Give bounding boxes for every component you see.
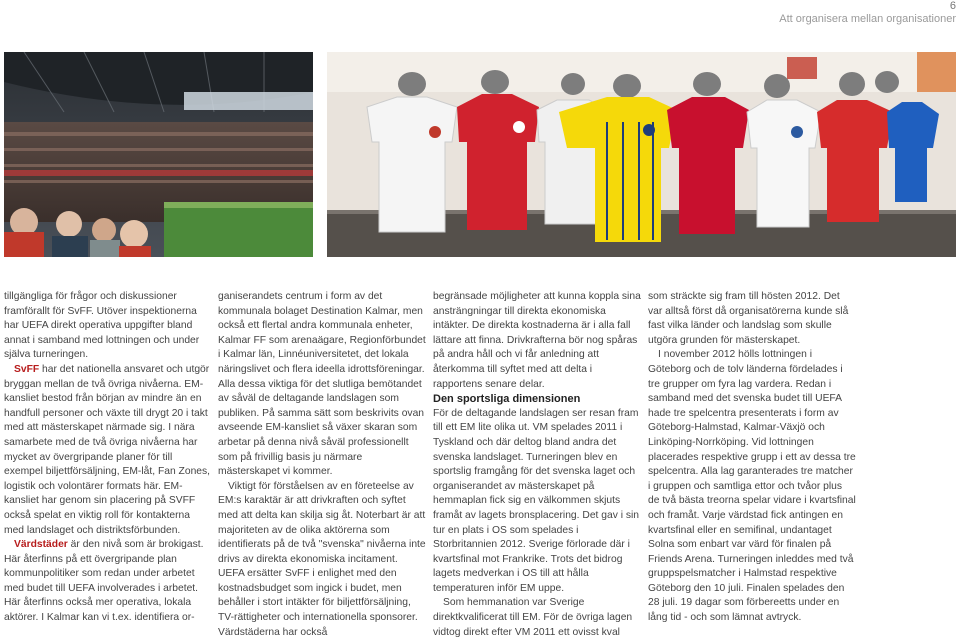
lead-term: SvFF bbox=[14, 363, 40, 375]
lead-term: Värdstäder bbox=[14, 539, 68, 551]
stadium-photo bbox=[4, 52, 313, 257]
text-column-2 bbox=[218, 290, 426, 640]
paragraph bbox=[4, 363, 212, 538]
paragraph: tillgängliga för frågor och diskussioner framförallt för SvFF. Utöver inspektionerna har UEFA direkt operativa uppgifter bland annat i samband med lottningen och under själva turneringen. bbox=[4, 291, 200, 361]
paragraph: I november 2012 hölls lottningen i Göteborg och de tolv länderna fördelades i tre grupper om fyra lag vardera. Redan i samband med det svenska budet till UEFA hade tre spelcentra presenterats i form av Göteborg-Halmstad, Kalmar-Växjö och Linköping-Norrköping. Vid lottningen placerades respektive grupp i ett av dessa tre spelcentra. Alla lag garanterades tre matcher i gruppen och samtliga ettor och tvåor plus de två bästa treorna spelar vidare i kvartsfinal och framåt. Varje värdstad fick antingen en kvartsfinal eller en semifinal, undantaget Solna som enbart var värd för finalen på Friends Arena. Turneringen inleddes med två gruppspelsmatcher i Halmstad respektive Göteborg den 10 juli. Finalen spelades den 28 juli. 19 dagar som förbereetts under en lång tid - och som lämnat avtryck. bbox=[648, 349, 856, 624]
paragraph: Som hemmanation var Sverige direktkvalificerat till EM. För de övriga lagen vidtog direkt efter VM 2011 ett ovisst kval bbox=[433, 597, 633, 638]
paragraph: som sträckte sig fram till hösten 2012. Det var alltså först då organisatörerna kunde slå fast vilka länder och landslag som skulle utgöra grunden för mästerskapet. bbox=[648, 291, 849, 346]
paragraph: För de deltagande landslagen ser resan fram till ett EM lite olika ut. VM spelades 2011 i Tyskland och där deltog bland andra det svenska landslaget. Turneringen blev en sportslig framgång för det svenska laget och organiserandet av mästerskapet på hemmaplan fick sig en välkommen skjuts framåt av lagets bronsplacering. Det gav i sin tur en plats i OS som spelades i Storbritannien 2012. Sverige förlorade där i kvartsfinal mot Frankrike. Trots det bidrog lagets medverkan i OS till att hålla temperaturen inför EM uppe. bbox=[433, 407, 640, 594]
paragraph-text: är den nivå som är brokigast. Här återfinns på ett övergripande plan kommunpolitiker som redan under arbetet med budet till UEFA involverades i arbetet. Här återfinns också mer operativa, lokala aktörer. I Kalmar kan vi t.ex. identifiera or- bbox=[4, 539, 204, 624]
paragraph-text: har det nationella ansvaret och utgör bryggan mellan de två övriga nivåerna. EM-kansliet bestod från början av mindre än en handfull personer och växte till drygt 20 i takt med att mästerskapet närmade sig. I nära samarbete med de två övriga nivåerna har mycket av övergripande planer för till exempel biljettförsäljning, EM-låt, Fan Zones, logistik och volontärer formats här. EM-kansliet har genom sin placering på SVFF också spelat en viktig roll för kontakterna med landslaget och distriktsförbunden. bbox=[4, 363, 211, 536]
paragraph: begränsade möjligheter att kunna koppla sina ansträngningar till direkta ekonomiska intäkter. De direkta kostnaderna är i alla fall lättare att finna. Drivkrafterna bör nog spåras på andra håll och vi får anledning att återkomma till syftet med att delta i rapportens senare delar. bbox=[433, 291, 641, 390]
paragraph: Viktigt för förståelsen av en företeelse av EM:s karaktär är att drivkraften och syftet med att delta kan skilja sig åt. Noterbart är att majoriteten av de olika aktörerna som identifierats på de två "svenska" nivåerna inte drivs av direkta ekonomiska incitament. UEFA ersätter SvFF i enlighet med den kostnadsbudget som ingick i budet, men behåller i stort intäkter för biljettförsäljning, TV-rättigheter och internationella sponsorer. Värdstäderna har också bbox=[218, 480, 426, 638]
page-number: 6 bbox=[949, 0, 956, 12]
text-column-1 bbox=[4, 290, 212, 626]
text-column-3 bbox=[433, 290, 641, 640]
paragraph bbox=[4, 538, 212, 626]
section-heading: Den sportsliga dimensionen bbox=[433, 393, 581, 406]
paragraph: ganiserandets centrum i form av det kommunala bolaget Destination Kalmar, men också ett flertal andra kommunala enheter, Kalmar FF som arenaägare, Regionförbundet i Kalmar län, Linnéuniversitetet, det lokala näringslivet och flera ideella idrottsföreningar. Alla dessa viktiga för det slutliga bemötandet av såväl de deltagande landslagen som publiken. På samma sätt som beskrivits ovan avseende EM-kansliet så växer skaran som arbetar på denna nivå såväl professionellt som på frivillig basis ju närmare mästerskapet vi kommer. bbox=[218, 291, 426, 478]
text-column-4 bbox=[648, 290, 856, 626]
running-head: Att organisera mellan organisationer bbox=[779, 13, 956, 25]
jerseys-photo bbox=[327, 52, 956, 257]
